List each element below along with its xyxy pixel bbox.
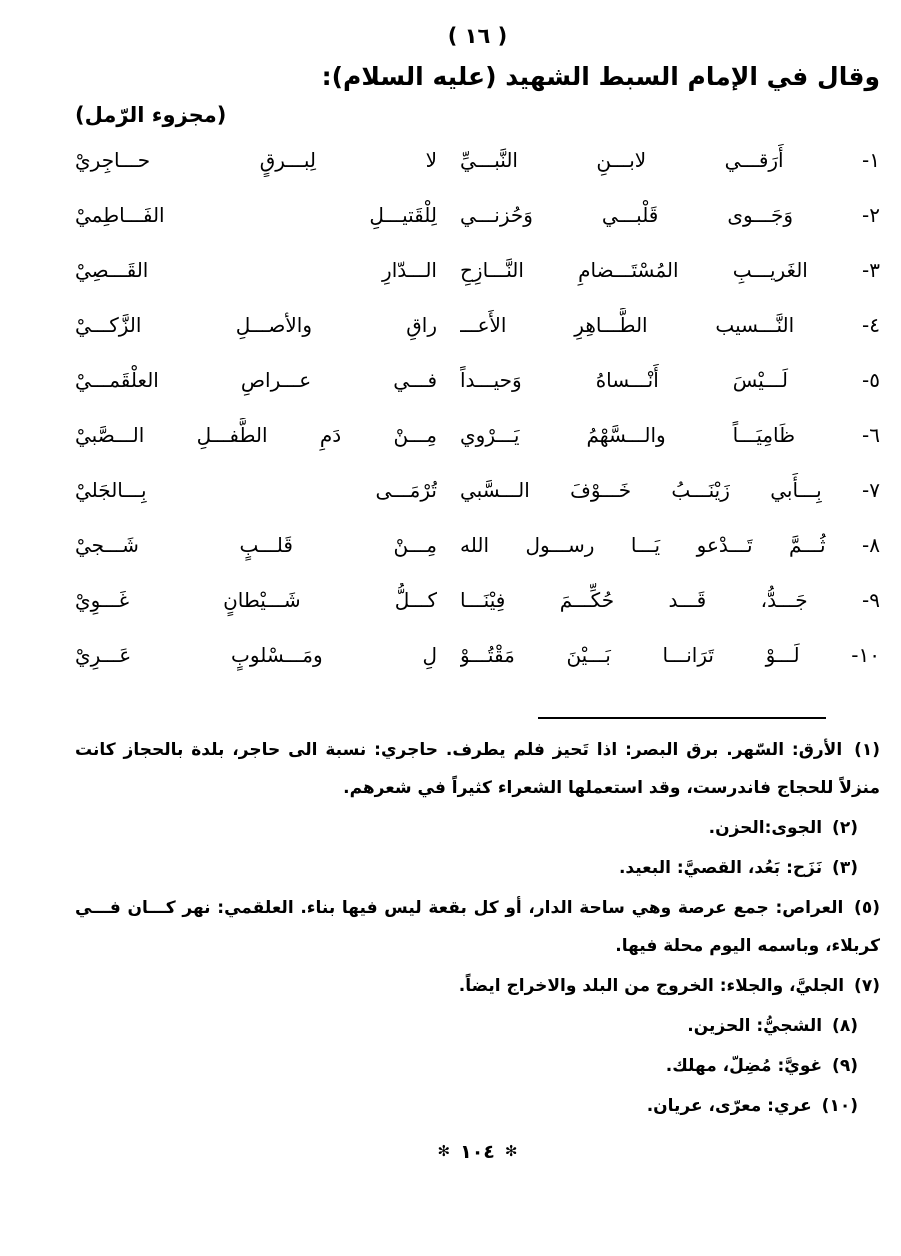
hemistich-second: راقِ والأصـــلِ الزَّكـــيْ <box>75 313 437 337</box>
footnote-text: الأرق: السّهر. برق البصر: اذا تَحيز فلم يطرف. حاجري: نسبة الى حاجر، بلدة بالحجاز كانت منزلاً للحجاج فاندرست، وقد استعملها الشعراء كثيراً في شعرهم. <box>75 740 880 798</box>
ornament-icon: ✻ <box>504 1142 518 1160</box>
footnote <box>75 1087 880 1125</box>
footnotes-section <box>75 731 880 1125</box>
hemistich-first: ٧- بِـــأَبي زَيْنَـــبُ خَـــوْفَ الـــسَّبي <box>460 478 880 502</box>
verse-row <box>75 308 880 363</box>
hemistich-second: لِ ومَـــسْلوبٍ عَـــرِيْ <box>75 643 437 667</box>
footnote-label: (١) <box>854 740 881 760</box>
verse-row <box>75 638 880 693</box>
footnote-label: (٥) <box>854 898 880 918</box>
verse-row <box>75 418 880 473</box>
verse-row <box>75 198 880 253</box>
footnote-separator <box>538 717 826 719</box>
footnote-label: (٩) <box>832 1056 858 1076</box>
ornament-icon: ✻ <box>437 1142 451 1160</box>
hemistich-first: ٤- النَّـــسيب الطَّـــاهِرِ الأَعـــ <box>460 313 880 337</box>
verse-row <box>75 143 880 198</box>
footnote-text: الجوى:الحزن. <box>708 818 823 838</box>
page-number-footer <box>75 1141 880 1163</box>
footnote <box>75 967 880 1005</box>
hemistich-first: ٦- ظَامِيَـــاً والـــسَّهْمُ يَـــرْوي <box>460 423 880 447</box>
footnote-text: غويَّ: مُضِلّ، مهلك. <box>665 1056 823 1076</box>
hemistich-first: ٥- لَـــيْسَ أَنْـــساهُ وَحيـــداً <box>460 368 880 392</box>
footnote-text: العراص: جمع عرصة وهي ساحة الدار، أو كل بقعة ليس فيها بناء. العلقمي: نهر كـــان فـــي كربلاء، وباسمه اليوم محلة فيها. <box>75 898 880 956</box>
poem-title: وقال في الإمام السبط الشهيد (عليه السلام): <box>321 62 880 91</box>
poem-number: ( ١٦ ) <box>447 24 508 48</box>
hemistich-first: ١٠- لَـــوْ تَرَانـــا بَـــيْنَ مَقْتُـــوْ <box>460 643 880 667</box>
verse-row <box>75 583 880 638</box>
hemistich-first: ٣- الغَريـــبِ المُسْتَـــضامِ النَّـــازِحِ <box>460 258 880 282</box>
hemistich-first: ٨- ثُـــمَّ تَـــدْعو يَـــا رســـول الله <box>460 533 880 557</box>
verse-row <box>75 253 880 308</box>
hemistich-first: ٩- جَـــدُّ، قَـــد حُكِّـــمَ فِيْنَـــا <box>460 588 880 612</box>
poem-body <box>75 143 880 693</box>
footnote-text: الجليَّ، والجلاء: الخروج من البلد والاخراج ايضاً. <box>458 976 845 996</box>
footnote <box>75 731 880 807</box>
hemistich-second: لا لِبـــرقٍ حـــاجِريْ <box>75 148 437 172</box>
meter-label: (مجزوء الرّمل) <box>75 103 227 127</box>
footnote <box>75 1007 880 1045</box>
footnote-label: (١٠) <box>821 1096 858 1116</box>
footnote-label: (٢) <box>832 818 858 838</box>
hemistich-second: مِـــنْ قَلـــبٍ شَـــجيْ <box>75 533 437 557</box>
page-number: ١٠٤ <box>460 1141 495 1163</box>
hemistich-second: لِلْقَتيـــلِ الفَـــاطِميْ <box>75 203 437 227</box>
footnote-text: الشجيُّ: الحزين. <box>687 1016 823 1036</box>
footnote <box>75 889 880 965</box>
footnote <box>75 1047 880 1085</box>
hemistich-first: ٢- وَجَـــوى قَلْبـــي وَحُزنـــي <box>460 203 880 227</box>
footnote-text: نَزَح: بَعُد، القصيَّ: البعيد. <box>618 858 823 878</box>
hemistich-first: ١- أَرَقـــي لابـــنِ النَّبـــيِّ <box>460 148 880 172</box>
hemistich-second: تُرْمَـــى بِـــالجَليْ <box>75 478 437 502</box>
footnote <box>75 849 880 887</box>
footnote-label: (٧) <box>854 976 880 996</box>
hemistich-second: فـــي عـــراصِ العلْقَمـــيْ <box>75 368 437 392</box>
verse-row <box>75 363 880 418</box>
hemistich-second: كـــلُّ شَـــيْطانٍ غَـــوِيْ <box>75 588 437 612</box>
hemistich-second: الـــدّارِ القَـــصِيْ <box>75 258 437 282</box>
footnote-text: عري: معرّى، عريان. <box>646 1096 812 1116</box>
footnote-label: (٣) <box>832 858 858 878</box>
footnote-label: (٨) <box>832 1016 858 1036</box>
verse-row <box>75 528 880 583</box>
verse-row <box>75 473 880 528</box>
hemistich-second: مِـــنْ دَمِ الطَّفـــلِ الـــصَّبيْ <box>75 423 437 447</box>
footnote <box>75 809 880 847</box>
